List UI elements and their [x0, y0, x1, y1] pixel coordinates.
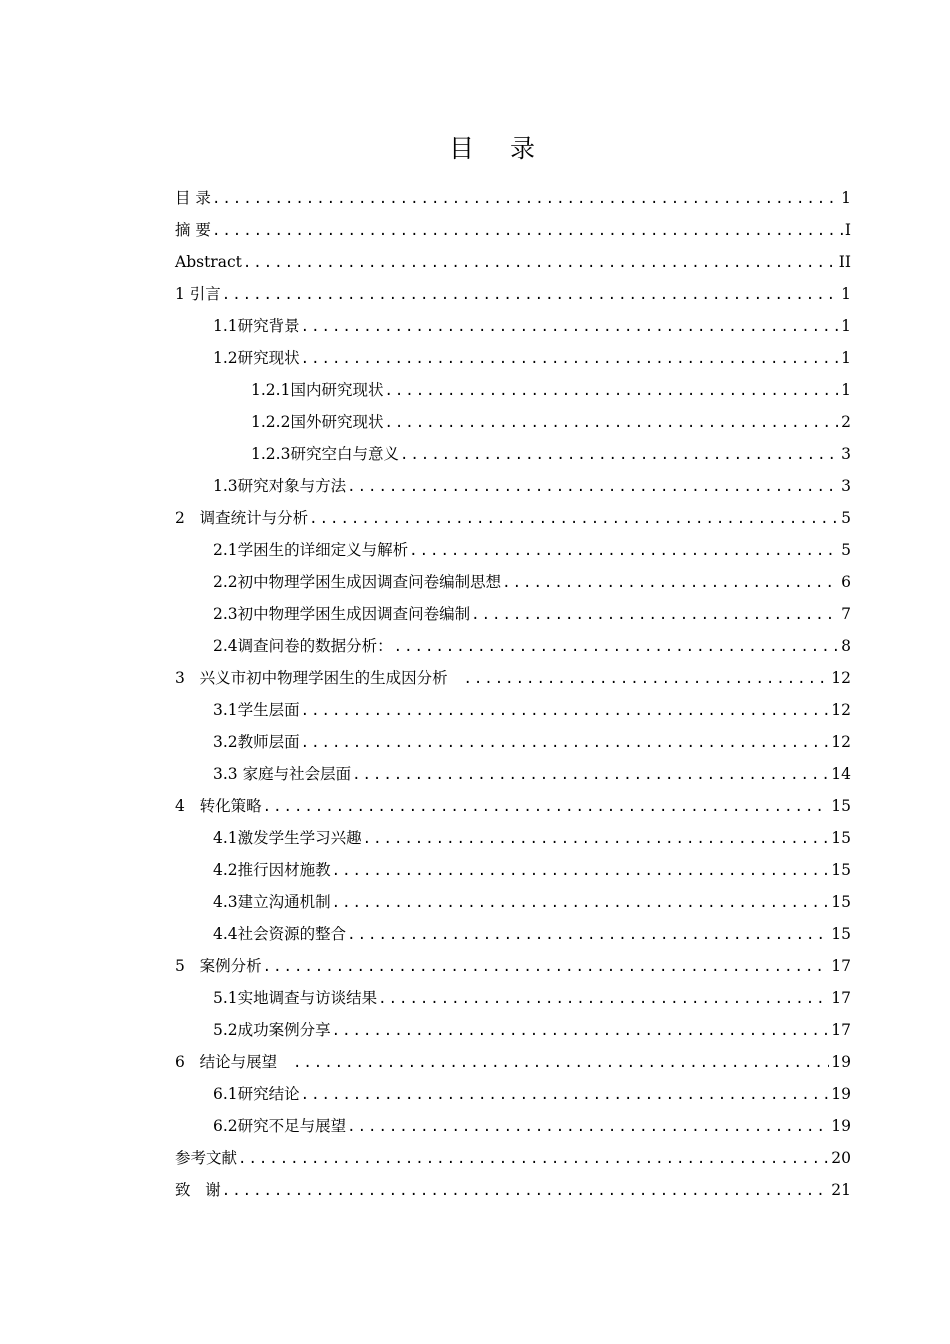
toc-entry-page: 3	[841, 445, 851, 463]
toc-entry[interactable]	[175, 1078, 851, 1110]
toc-entry-label: 参考文献	[175, 1149, 238, 1167]
dot-leader	[332, 855, 830, 887]
toc-entry-label: 3.1学生层面	[213, 701, 300, 719]
toc-entry-label: 4.1激发学生学习兴趣	[213, 829, 362, 847]
toc-list	[175, 182, 851, 1206]
toc-entry[interactable]	[175, 1046, 851, 1078]
toc-entry-label: 1.3研究对象与方法	[213, 477, 347, 495]
toc-entry-page: 6	[841, 573, 851, 591]
toc-entry[interactable]	[175, 566, 851, 598]
toc-entry[interactable]	[175, 246, 851, 278]
toc-entry[interactable]	[175, 1014, 851, 1046]
dot-leader	[332, 1015, 830, 1047]
toc-entry[interactable]	[175, 1142, 851, 1174]
toc-entry[interactable]	[175, 790, 851, 822]
toc-entry[interactable]	[175, 310, 851, 342]
dot-leader	[347, 919, 829, 951]
toc-entry-page: 15	[831, 861, 851, 879]
dot-leader	[301, 1079, 830, 1111]
dot-leader	[222, 1175, 829, 1207]
toc-entry-page: 21	[831, 1181, 851, 1199]
dot-leader	[384, 407, 839, 439]
dot-leader	[347, 1111, 829, 1143]
toc-entry-label: 5 案例分析	[175, 957, 262, 975]
toc-entry-page: 2	[841, 413, 851, 431]
toc-entry-page: 15	[831, 893, 851, 911]
dot-leader	[394, 631, 839, 663]
toc-entry-label: 6.2研究不足与展望	[213, 1117, 347, 1135]
toc-entry-page: 19	[831, 1085, 851, 1103]
dot-leader	[243, 247, 837, 279]
toc-entry-label: 2 调查统计与分析	[175, 509, 309, 527]
toc-entry[interactable]	[175, 886, 851, 918]
toc-entry-page: 12	[831, 701, 851, 719]
toc-entry-page: 1	[841, 189, 851, 207]
toc-entry[interactable]	[175, 822, 851, 854]
toc-entry-page: I	[844, 221, 851, 239]
toc-entry[interactable]	[175, 438, 851, 470]
dot-leader	[502, 567, 839, 599]
toc-entry[interactable]	[175, 854, 851, 886]
dot-leader	[301, 695, 830, 727]
toc-entry-label: 2.4调查问卷的数据分析：	[213, 637, 393, 655]
toc-entry[interactable]	[175, 342, 851, 374]
toc-entry[interactable]	[175, 630, 851, 662]
toc-entry-page: 12	[831, 669, 851, 687]
toc-entry-label: 4.4社会资源的整合	[213, 925, 347, 943]
toc-entry-label: 4.2推行因材施教	[213, 861, 331, 879]
toc-entry[interactable]	[175, 214, 851, 246]
toc-entry-label: 5.1实地调查与访谈结果	[213, 989, 378, 1007]
toc-entry[interactable]	[175, 502, 851, 534]
dot-leader	[463, 663, 829, 695]
dot-leader	[332, 887, 830, 919]
toc-entry[interactable]	[175, 1110, 851, 1142]
toc-entry[interactable]	[175, 598, 851, 630]
toc-entry-label: 1.2研究现状	[213, 349, 300, 367]
toc-entry-label: 2.2初中物理学困生成因调查问卷编制思想	[213, 573, 502, 591]
toc-entry[interactable]	[175, 1174, 851, 1206]
toc-entry-label: 致 谢	[175, 1181, 221, 1199]
toc-title: 目 录	[449, 134, 549, 163]
toc-entry-label: Abstract	[175, 253, 242, 271]
toc-entry-label: 3.2教师层面	[213, 733, 300, 751]
toc-entry[interactable]	[175, 278, 851, 310]
toc-entry-page: 15	[831, 925, 851, 943]
toc-entry-label: 目 录	[175, 189, 211, 207]
dot-leader	[363, 823, 830, 855]
dot-leader	[293, 1047, 829, 1079]
dot-leader	[471, 599, 839, 631]
toc-entry-label: 6.1研究结论	[213, 1085, 300, 1103]
toc-entry-page: 19	[831, 1053, 851, 1071]
toc-entry-label: 4 转化策略	[175, 797, 262, 815]
toc-entry-page: II	[838, 253, 851, 271]
toc-entry-page: 8	[841, 637, 851, 655]
toc-entry[interactable]	[175, 694, 851, 726]
toc-entry-label: 2.3初中物理学困生成因调查问卷编制	[213, 605, 471, 623]
toc-entry-label: 1.2.2国外研究现状	[251, 413, 384, 431]
toc-entry-label: 3.3 家庭与社会层面	[213, 765, 352, 783]
toc-entry-page: 17	[831, 957, 851, 975]
toc-entry[interactable]	[175, 374, 851, 406]
toc-entry-page: 1	[841, 381, 851, 399]
dot-leader	[301, 727, 830, 759]
toc-entry-page: 5	[841, 509, 851, 527]
dot-leader	[378, 983, 829, 1015]
toc-entry-page: 12	[831, 733, 851, 751]
dot-leader	[212, 215, 843, 247]
toc-entry[interactable]	[175, 534, 851, 566]
toc-entry-label: 1 引言	[175, 285, 221, 303]
toc-entry[interactable]	[175, 662, 851, 694]
dot-leader	[301, 311, 839, 343]
toc-entry-page: 14	[831, 765, 851, 783]
toc-entry-page: 7	[841, 605, 851, 623]
toc-entry[interactable]	[175, 982, 851, 1014]
toc-entry-label: 5.2成功案例分享	[213, 1021, 331, 1039]
dot-leader	[309, 503, 839, 535]
toc-entry-page: 15	[831, 797, 851, 815]
toc-entry-label: 摘 要	[175, 221, 211, 239]
toc-entry-label: 1.1研究背景	[213, 317, 300, 335]
toc-entry-label: 4.3建立沟通机制	[213, 893, 331, 911]
toc-entry-label: 6 结论与展望	[175, 1053, 292, 1071]
toc-entry[interactable]	[175, 918, 851, 950]
toc-entry[interactable]	[175, 182, 851, 214]
toc-entry[interactable]	[175, 950, 851, 982]
toc-entry-label: 3 兴义市初中物理学困生的生成因分析	[175, 669, 463, 687]
toc-entry-page: 5	[841, 541, 851, 559]
toc-entry-page: 1	[841, 349, 851, 367]
dot-leader	[263, 791, 830, 823]
dot-leader	[263, 951, 830, 983]
toc-entry-page: 1	[841, 285, 851, 303]
dot-leader	[352, 759, 829, 791]
dot-leader	[222, 279, 839, 311]
dot-leader	[301, 343, 839, 375]
toc-entry-page: 17	[831, 989, 851, 1007]
toc-entry-page: 3	[841, 477, 851, 495]
toc-entry-page: 15	[831, 829, 851, 847]
toc-entry[interactable]	[175, 406, 851, 438]
dot-leader	[238, 1143, 829, 1175]
toc-entry[interactable]	[175, 726, 851, 758]
toc-entry-page: 20	[831, 1149, 851, 1167]
toc-entry-page: 17	[831, 1021, 851, 1039]
toc-entry-page: 19	[831, 1117, 851, 1135]
toc-entry-page: 1	[841, 317, 851, 335]
toc-entry-label: 1.2.1国内研究现状	[251, 381, 384, 399]
dot-leader	[400, 439, 839, 471]
dot-leader	[409, 535, 839, 567]
toc-entry-label: 1.2.3研究空白与意义	[251, 445, 399, 463]
dot-leader	[212, 183, 839, 215]
dot-leader	[347, 471, 839, 503]
dot-leader	[384, 375, 839, 407]
toc-entry[interactable]	[175, 758, 851, 790]
toc-entry[interactable]	[175, 470, 851, 502]
toc-entry-label: 2.1学困生的详细定义与解析	[213, 541, 409, 559]
